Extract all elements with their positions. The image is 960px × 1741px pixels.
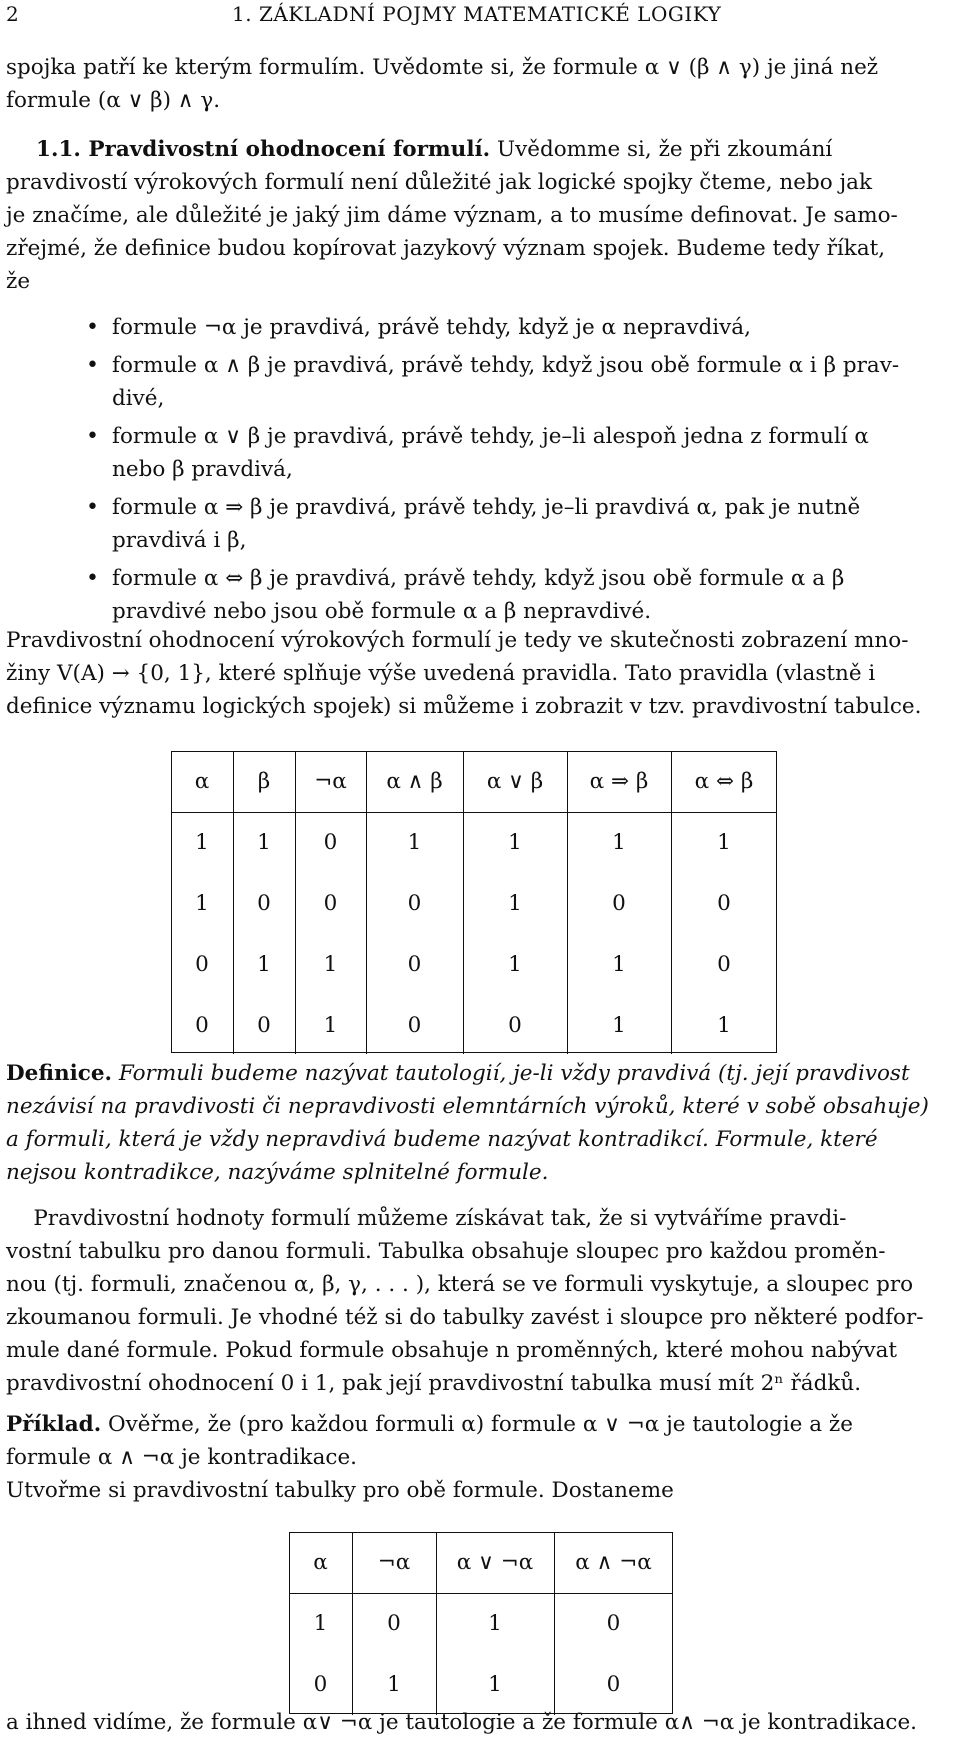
rule-item	[82, 311, 954, 344]
truth-table-1-cell: 0	[612, 891, 626, 916]
truth-table-2-header-cell: α ∨ ¬α	[456, 1550, 534, 1575]
truth-table-1-row	[171, 934, 777, 995]
truth-table-1-cell: 0	[195, 952, 209, 977]
method-line-4: zkoumanou formuli. Je vhodné též si do tabulky zavést i sloupce pro některé podfor-	[6, 1305, 924, 1330]
truth-table-1-cell: 1	[407, 830, 422, 855]
rule-line: • formule ¬α je pravdivá, právě tehdy, když je α nepravdivá,	[112, 315, 751, 340]
intro-line-2: formule (α ∨ β) ∧ γ.	[6, 88, 221, 113]
conclusion-paragraph	[6, 1706, 954, 1739]
truth-table-1-cell: 1	[323, 952, 338, 977]
running-header	[0, 0, 960, 30]
section-line-2: pravdivostí výrokových formulí není důležité jak logické spojky čteme, nebo jak	[6, 170, 873, 195]
truth-table-1-header-row	[171, 751, 777, 812]
truth-table-1-cell: 1	[508, 952, 522, 977]
truth-table-2-cell: 0	[387, 1611, 401, 1636]
valuation-line-1: Pravdivostní ohodnocení výrokových formulí je tedy ve skutečnosti zobrazení mno-	[6, 628, 909, 653]
truth-table-2-header-cell: ¬α	[377, 1550, 411, 1575]
truth-table-1-cell: 1	[612, 952, 626, 977]
truth-table-1-cell: 0	[407, 952, 422, 977]
truth-table-2-cell: 1	[387, 1672, 401, 1697]
truth-table-1-header-cell: ¬α	[314, 769, 347, 794]
truth-table-1-cell: 0	[407, 891, 422, 916]
rule-item	[82, 491, 954, 557]
section-paragraph	[6, 133, 954, 298]
method-line-5: mule dané formule. Pokud formule obsahuje n proměnných, které mohou nabývat	[6, 1338, 898, 1363]
truth-table-1-cell: 1	[195, 830, 209, 855]
method-line-2: vostní tabulku pro danou formuli. Tabulka obsahuje sloupec pro každou proměn-	[6, 1239, 886, 1264]
method-line-6: pravdivostní ohodnocení 0 i 1, pak její pravdivostní tabulka musí mít 2ⁿ řádků.	[6, 1371, 862, 1396]
definition-line-1	[6, 1057, 954, 1090]
truth-table-1-header-cell: α ⇒ β	[589, 769, 649, 794]
valuation-line-2: žiny V(A) → {0, 1}, které splňuje výše uvedená pravidla. Tato pravidla (vlastně i	[6, 661, 876, 686]
truth-table-1-cell: 1	[257, 830, 271, 855]
truth-table-2-cell: 0	[606, 1672, 621, 1697]
truth-table-2-cell: 0	[606, 1611, 621, 1636]
truth-table-1-cell: 0	[195, 1013, 209, 1038]
intro-paragraph	[6, 51, 954, 117]
truth-table-1	[171, 751, 777, 1056]
truth-table-1-cell: 0	[323, 830, 338, 855]
truth-table-2	[289, 1532, 673, 1715]
section-line-5: že	[6, 269, 31, 294]
truth-table-2-cell: 1	[488, 1672, 502, 1697]
definition-line-3: a formuli, která je vždy nepravdivá budeme nazývat kontradikcí. Formule, které	[6, 1127, 878, 1152]
truth-table-1-cell: 1	[717, 1013, 731, 1038]
rule-item	[82, 562, 954, 628]
section-heading: 1.1. Pravdivostní ohodnocení formulí.	[36, 137, 491, 162]
truth-table-1-cell: 1	[508, 830, 522, 855]
truth-table-2-header-cell: α	[313, 1550, 328, 1575]
section-line-4: zřejmé, že definice budou kopírovat jazykový význam spojek. Budeme tedy říkat,	[6, 236, 886, 261]
chapter-title: 1. ZÁKLADNÍ POJMY MATEMATICKÉ LOGIKY	[232, 2, 722, 26]
rule-line: pravdivá i β,	[112, 528, 247, 553]
truth-table-1-header-cell: α ⇔ β	[694, 769, 754, 794]
truth-table-1-cell: 1	[257, 952, 271, 977]
example-paragraph	[6, 1408, 954, 1507]
example-line-1	[6, 1408, 954, 1441]
truth-table-1-cell: 1	[508, 891, 522, 916]
truth-table-1-header-cell: α ∧ β	[386, 769, 443, 794]
truth-table-1-header-cell: β	[257, 769, 271, 794]
truth-table-1-cell: 0	[257, 1013, 271, 1038]
method-paragraph	[6, 1202, 954, 1400]
truth-table-1-cell: 1	[323, 1013, 338, 1038]
example-line-3: Utvořme si pravdivostní tabulky pro obě formule. Dostaneme	[6, 1478, 674, 1503]
truth-table-1-row	[171, 812, 777, 873]
truth-table-2-header-row	[289, 1532, 673, 1593]
page-number: 2	[6, 2, 19, 26]
example-line-2: formule α ∧ ¬α je kontradikace.	[6, 1445, 358, 1470]
truth-table-1-cell: 0	[717, 891, 731, 916]
rule-line: • formule α ∨ β je pravdivá, právě tehdy, je–li alespoň jedna z formulí α	[112, 424, 869, 449]
truth-table-1-cell: 0	[257, 891, 271, 916]
truth-rules-list	[82, 311, 954, 633]
rule-line: • formule α ⇔ β je pravdivá, právě tehdy, když jsou obě formule α a β	[112, 566, 845, 591]
rule-line: nebo β pravdivá,	[112, 457, 293, 482]
truth-table-1-cell: 0	[407, 1013, 422, 1038]
truth-table-1-cell: 0	[508, 1013, 522, 1038]
method-line-1: Pravdivostní hodnoty formulí můžeme získávat tak, že si vytváříme pravdi-	[6, 1206, 847, 1231]
truth-table-1-cell: 0	[323, 891, 338, 916]
truth-table-2-cell: 0	[313, 1672, 328, 1697]
rule-item	[82, 349, 954, 415]
truth-table-1-row	[171, 873, 777, 934]
definition-line-1-rest: Formuli budeme nazývat tautologií, je-li vždy pravdivá (tj. její pravdivost	[112, 1061, 910, 1086]
truth-table-2-row	[289, 1593, 673, 1654]
example-line-1-rest: Ověřme, že (pro každou formuli α) formule α ∨ ¬α je tautologie a že	[101, 1412, 853, 1437]
truth-table-1-cell: 1	[612, 830, 626, 855]
truth-table-1-cell: 1	[717, 830, 731, 855]
truth-table-1-cell: 1	[195, 891, 209, 916]
definition-line-4: nejsou kontradikce, nazýváme splnitelné formule.	[6, 1160, 549, 1185]
example-label: Příklad.	[6, 1412, 102, 1437]
truth-table-1-row	[171, 995, 777, 1056]
truth-table-1-cell: 0	[717, 952, 731, 977]
intro-line-1: spojka patří ke kterým formulím. Uvědomte si, že formule α ∨ (β ∧ γ) je jiná než	[6, 55, 879, 80]
conclusion-line: a ihned vidíme, že formule α∨ ¬α je tautologie a že formule α∧ ¬α je kontradikace.	[6, 1710, 918, 1735]
valuation-paragraph	[6, 624, 954, 723]
rule-line: divé,	[112, 386, 165, 411]
section-line-1	[6, 133, 954, 166]
rule-line: • formule α ⇒ β je pravdivá, právě tehdy, je–li pravdivá α, pak je nutně	[112, 495, 861, 520]
truth-table-1-header-cell: α	[194, 769, 210, 794]
definition-line-2: nezávisí na pravdivosti či nepravdivosti elemntárních výroků, které v sobě obsahuje)	[6, 1094, 929, 1119]
section-line-3: je značíme, ale důležité je jaký jim dáme význam, a to musíme definovat. Je samo-	[6, 203, 898, 228]
definition-paragraph	[6, 1057, 954, 1189]
rule-line: • formule α ∧ β je pravdivá, právě tehdy, když jsou obě formule α i β prav-	[112, 353, 900, 378]
rule-item	[82, 420, 954, 486]
section-line-1-rest: Uvědomme si, že při zkoumání	[490, 137, 833, 162]
truth-table-2-cell: 1	[488, 1611, 502, 1636]
method-line-3: nou (tj. formuli, značenou α, β, γ, . . . ), která se ve formuli vyskytuje, a sloupec pro	[6, 1272, 914, 1297]
valuation-line-3: definice významu logických spojek) si můžeme i zobrazit v tzv. pravdivostní tabulce.	[6, 694, 922, 719]
truth-table-2-cell: 1	[313, 1611, 328, 1636]
definition-label: Definice.	[6, 1061, 113, 1086]
truth-table-1-header-cell: α ∨ β	[486, 769, 544, 794]
truth-table-1-cell: 1	[612, 1013, 626, 1038]
rule-line: pravdivé nebo jsou obě formule α a β nepravdivé.	[112, 599, 652, 624]
truth-table-2-header-cell: α ∧ ¬α	[575, 1550, 652, 1575]
